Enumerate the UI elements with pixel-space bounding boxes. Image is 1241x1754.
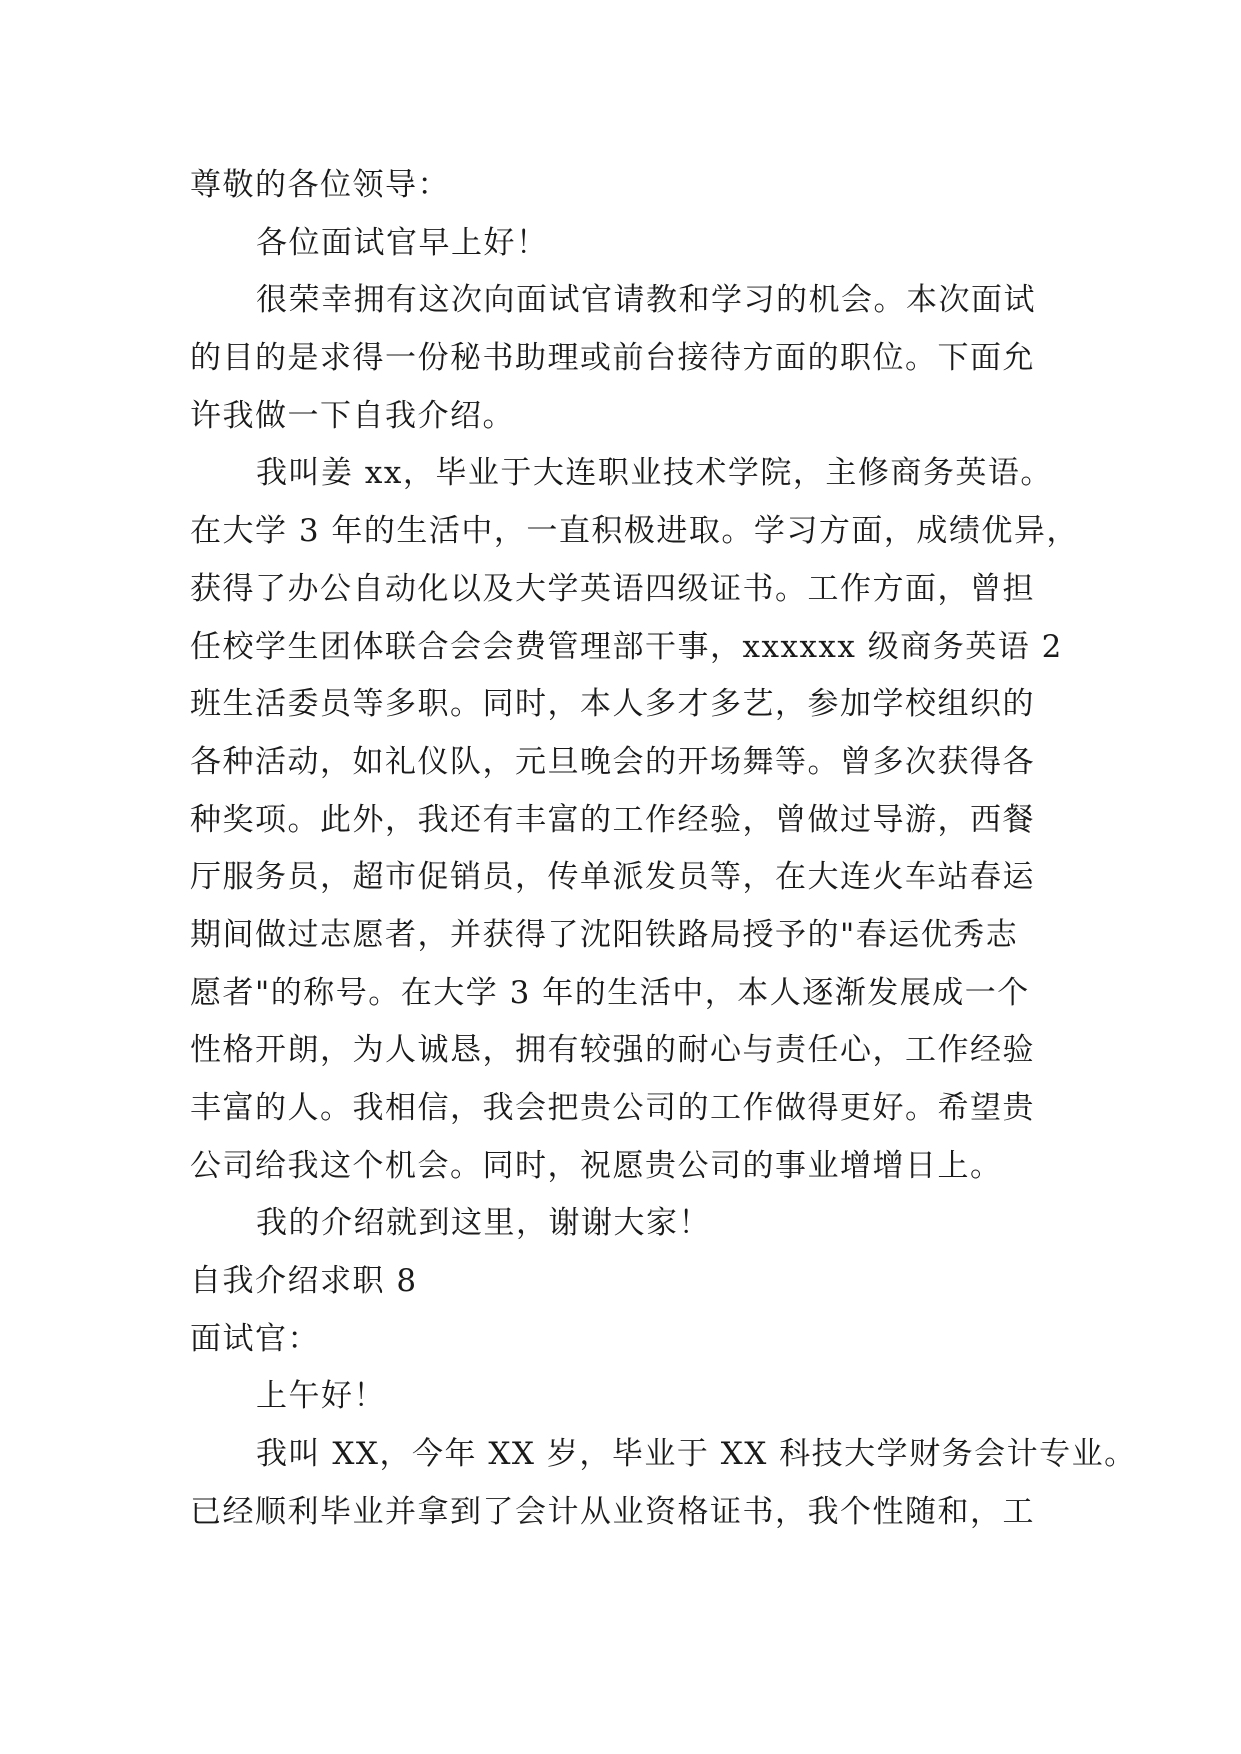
- text-line: 上午好！: [256, 1378, 386, 1415]
- text-line: 我的介绍就到这里，谢谢大家！: [256, 1205, 711, 1242]
- text-line: 已经顺利毕业并拿到了会计从业资格证书，我个性随和，工: [190, 1493, 1035, 1530]
- text-line: 各位面试官早上好！: [256, 224, 549, 261]
- text-line: 许我做一下自我介绍。: [190, 397, 515, 434]
- text-line: 尊敬的各位领导：: [190, 167, 450, 203]
- text-line: 丰富的人。我相信，我会把贵公司的工作做得更好。希望贵: [190, 1090, 1035, 1126]
- text-line: 很荣幸拥有这次向面试官请教和学习的机会。本次面试: [256, 282, 1036, 319]
- text-line: 愿者"的称号。在大学 3 年的生活中，本人逐渐发展成一个: [190, 974, 1030, 1011]
- text-line: 各种活动，如礼仪队，元旦晚会的开场舞等。曾多次获得各: [190, 743, 1035, 780]
- text-line: 公司给我这个机会。同时，祝愿贵公司的事业增增日上。: [190, 1147, 1003, 1184]
- text-line: 班生活委员等多职。同时，本人多才多艺，参加学校组织的: [190, 686, 1035, 723]
- text-line: 在大学 3 年的生活中，一直积极进取。学习方面，成绩优异，: [190, 513, 1079, 550]
- text-line: 我叫姜 xx，毕业于大连职业技术学院，主修商务英语。: [256, 455, 1053, 492]
- text-line: 获得了办公自动化以及大学英语四级证书。工作方面，曾担: [190, 570, 1035, 607]
- text-line: 自我介绍求职 8: [190, 1263, 418, 1300]
- text-line: 我叫 XX，今年 XX 岁，毕业于 XX 科技大学财务会计专业。: [256, 1436, 1137, 1473]
- text-line: 性格开朗，为人诚恳，拥有较强的耐心与责任心，工作经验: [190, 1032, 1035, 1069]
- document-body: [190, 157, 1137, 1542]
- text-line: 厅服务员，超市促销员，传单派发员等，在大连火车站春运: [190, 859, 1035, 896]
- text-line: 种奖项。此外，我还有丰富的工作经验，曾做过导游，西餐: [190, 801, 1035, 838]
- text-line: 任校学生团体联合会会费管理部干事，xxxxxx 级商务英语 2: [190, 628, 1063, 665]
- text-line: 的目的是求得一份秘书助理或前台接待方面的职位。下面允: [190, 340, 1035, 377]
- text-line: 面试官：: [190, 1320, 320, 1357]
- text-line: 期间做过志愿者，并获得了沈阳铁路局授予的"春运优秀志: [190, 916, 1019, 953]
